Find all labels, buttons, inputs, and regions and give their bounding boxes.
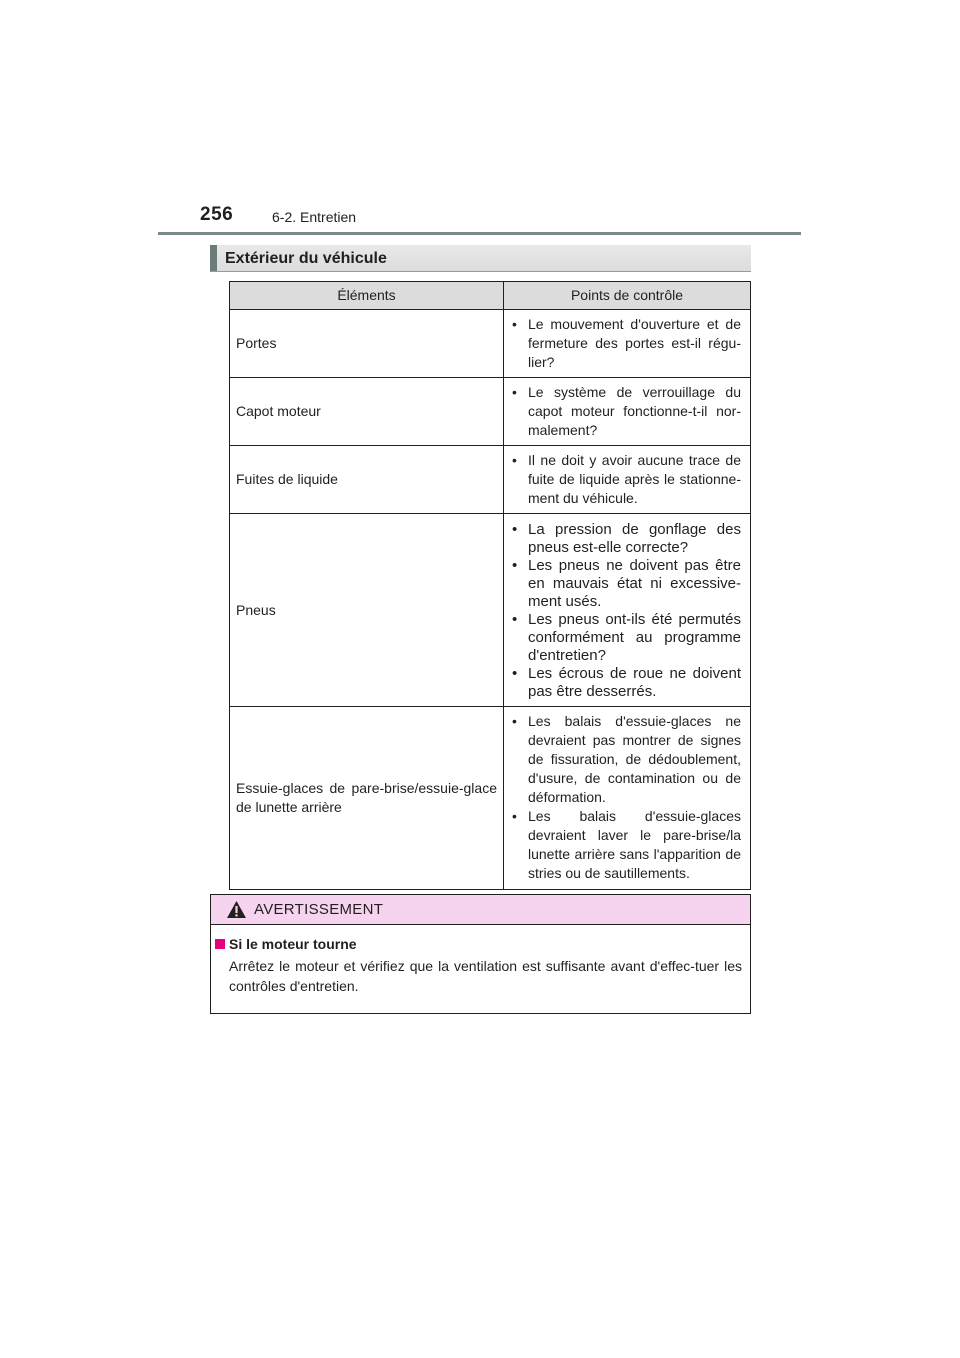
table-row <box>230 378 751 446</box>
list-item: • Il ne doit y avoir aucune trace de fuite de liquide après le stationne-ment du véhicule. <box>510 451 741 508</box>
inspection-table <box>229 281 751 890</box>
column-header-checkpoints: Points de contrôle <box>504 282 751 310</box>
warning-title: AVERTISSEMENT <box>254 901 384 918</box>
heading-accent-bar <box>210 245 217 271</box>
table-cell-points <box>504 514 751 707</box>
list-item: • La pression de gonflage des pneus est-elle correcte? <box>510 521 741 557</box>
section-heading <box>210 245 751 272</box>
table-row <box>230 310 751 378</box>
warning-body: Arrêtez le moteur et vérifiez que la ventilation est suffisante avant d'effec-tuer les contrôles d'entretien. <box>229 958 742 994</box>
table-row <box>230 446 751 514</box>
table-cell-item: Essuie-glaces de pare-brise/essuie-glace de lunette arrière <box>230 707 504 890</box>
table-cell-item: Fuites de liquide <box>230 446 504 514</box>
table-cell-item: Pneus <box>230 514 504 707</box>
square-bullet-icon <box>215 939 225 949</box>
table-cell-points <box>504 378 751 446</box>
warning-header <box>211 895 750 925</box>
warning-subheading-text: Si le moteur tourne <box>229 936 357 952</box>
table-cell-points <box>504 446 751 514</box>
list-item: • Le système de verrouillage du capot moteur fonctionne-t-il nor-malement? <box>510 383 741 440</box>
warning-subheading <box>215 936 357 952</box>
table-cell-points <box>504 707 751 890</box>
table-header-row <box>230 282 751 310</box>
list-item: • Le mouvement d'ouverture et de fermeture des portes est-il régu-lier? <box>510 315 741 372</box>
list-item: • Les écrous de roue ne doivent pas être desserrés. <box>510 665 741 701</box>
column-header-items: Éléments <box>230 282 504 310</box>
warning-box <box>210 894 751 1014</box>
table-row <box>230 707 751 890</box>
table-cell-item: Portes <box>230 310 504 378</box>
list-item: • Les pneus ne doivent pas être en mauvais état ni excessive-ment usés. <box>510 557 741 611</box>
section-heading-text: Extérieur du véhicule <box>225 250 387 267</box>
table-cell-item: Capot moteur <box>230 378 504 446</box>
warning-triangle-icon <box>226 900 247 919</box>
table-cell-points <box>504 310 751 378</box>
section-label: 6-2. Entretien <box>272 209 357 225</box>
list-item: • Les balais d'essuie-glaces devraient laver le pare-brise/la lunette arrière sans l'apparition de stries ou de sautillements. <box>510 807 741 883</box>
list-item: • Les balais d'essuie-glaces ne devraient pas montrer de signes de fissuration, de dédoublement, d'usure, de contamination ou de déformation. <box>510 712 741 807</box>
header-rule <box>158 232 801 235</box>
list-item: • Les pneus ont-ils été permutés conformément au programme d'entretien? <box>510 611 741 665</box>
table-row <box>230 514 751 707</box>
page-number: 256 <box>200 204 234 225</box>
